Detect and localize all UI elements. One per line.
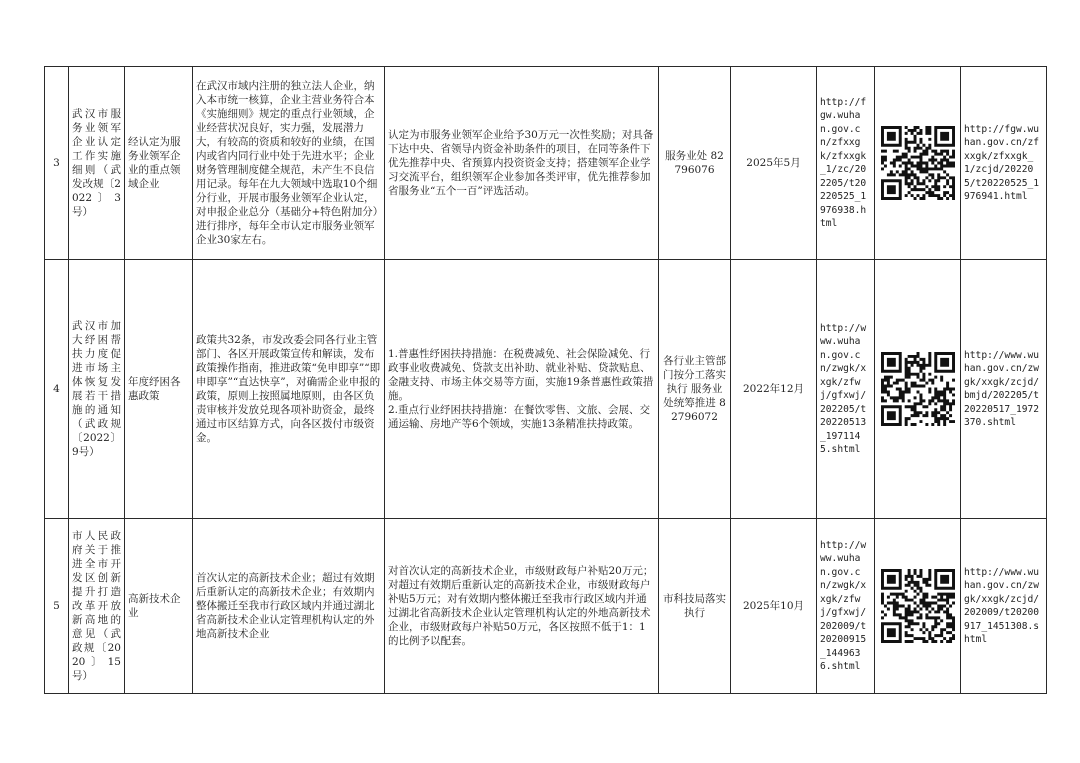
deadline: 2025年5月 [731,67,817,260]
apply-condition: 在武汉市域内注册的独立法人企业，纳入本市统一核算，企业主营业务符合本《实施细则》规定的重点行业领域，企业经营状况良好，实力强，发展潜力大，有较高的资质和较好的业绩，在国内或省内同行业中处于先进水平；企业财务管理制度健全规范，未产生不良信用记录。每年在九大领域中选取10个细分行业，开展市服务业领军企业认定，对申报企业总分（基础分+特色附加分）进行排序，每年全市认定市服务业领军企业30家左右。 [193,67,385,260]
interpretation-url[interactable]: http://www.wuhan.gov.cn/zwgk/xxgk/zcjd/bmjd/202205/t20220517_1972370.shtml [961,260,1047,519]
support-content: 对首次认定的高新技术企业，市级财政每户补贴20万元；对超过有效期后重新认定的高新技术企业，市级财政每户补贴5万元；对有效期内整体搬迁至我市行政区域内并通过湖北省高新技术企业认定管理机构认定的外地高新技术企业，市级财政每户补贴50万元，各区按照不低于1：1的比例予以配套。 [385,519,659,694]
policy-title: 武汉市服务业领军企业认定工作实施细则（武发改规〔2022〕3号） [69,67,125,260]
table-row [45,67,1047,260]
policy-table [44,66,1047,694]
policy-url[interactable]: http://www.wuhan.gov.cn/zwgk/xxgk/zfwj/gfxwj/202205/t20220513_1971145.shtml [817,260,875,519]
contact-dept: 服务业处 82796076 [659,67,731,260]
qr-cell [875,67,961,260]
table-row [45,260,1047,519]
support-content: 1.普惠性纾困扶持措施：在税费减免、社会保险减免、行政事业收费减免、贷款支出补助、就业补贴、贷款贴息、金融支持、市场主体交易等方面，实施19条普惠性政策措施。 2.重点行业纾困扶持措施：在餐饮零售、文旅、会展、交通运输、房地产等6个领域，实施13条精准扶持政策。 [385,260,659,519]
deadline: 2022年12月 [731,260,817,519]
table-row [45,519,1047,694]
support-object: 经认定为服务业领军企业的重点领域企业 [125,67,193,260]
apply-condition: 首次认定的高新技术企业；超过有效期后重新认定的高新技术企业；有效期内整体搬迁至我市行政区域内并通过湖北省高新技术企业认定管理机构认定的外地高新技术企业 [193,519,385,694]
support-object: 年度纾困各惠政策 [125,260,193,519]
interpretation-url[interactable]: http://www.wuhan.gov.cn/zwgk/xxgk/zcjd/202009/t20200917_1451308.shtml [961,519,1047,694]
policy-url[interactable]: http://www.wuhan.gov.cn/zwgk/xxgk/zfwj/gfxwj/202009/t20200915_1449636.shtml [817,519,875,694]
qr-code-icon [881,569,955,643]
qr-cell [875,260,961,519]
contact-dept: 各行业主管部门按分工落实执行 服务业处统筹推进 82796072 [659,260,731,519]
row-number: 5 [45,519,69,694]
apply-condition: 政策共32条，市发改委会同各行业主管部门、各区开展政策宣传和解读，发布政策操作指南，推进政策“免申即享”“即申即享”“直达快享”，对确需企业申报的政策，原则上按照属地原则，由各区负责审核并发放兑现各项补助资金，最终通过市区结算方式，向各区拨付市级资金。 [193,260,385,519]
policy-url[interactable]: http://fgw.wuhan.gov.cn/zfxxgk/zfxxgk_1/zc/202205/t20220525_1976938.html [817,67,875,260]
policy-title: 市人民政府关于推进全市开发区创新提升打造改革开放新高地的意见（武政规〔2020〕15号） [69,519,125,694]
row-number: 4 [45,260,69,519]
support-content: 认定为市服务业领军企业给予30万元一次性奖励；对具备下达中央、省领导内资金补助条件的项目，在同等条件下优先推荐中央、省预算内投资资金支持；搭建领军企业学习交流平台，组织领军企业参加各类评审，优先推荐参加省服务业“五个一百”评选活动。 [385,67,659,260]
qr-code-icon [881,126,955,200]
support-object: 高新技术企业 [125,519,193,694]
policy-title: 武汉市加大纾困帮扶力度促进市场主体恢复发展若干措施的通知（武政规〔2022〕9号） [69,260,125,519]
qr-cell [875,519,961,694]
row-number: 3 [45,67,69,260]
deadline: 2025年10月 [731,519,817,694]
contact-dept: 市科技局落实执行 [659,519,731,694]
qr-code-icon [881,352,955,426]
interpretation-url[interactable]: http://fgw.wuhan.gov.cn/zfxxgk/zfxxgk_1/zcjd/202205/t20220525_1976941.html [961,67,1047,260]
